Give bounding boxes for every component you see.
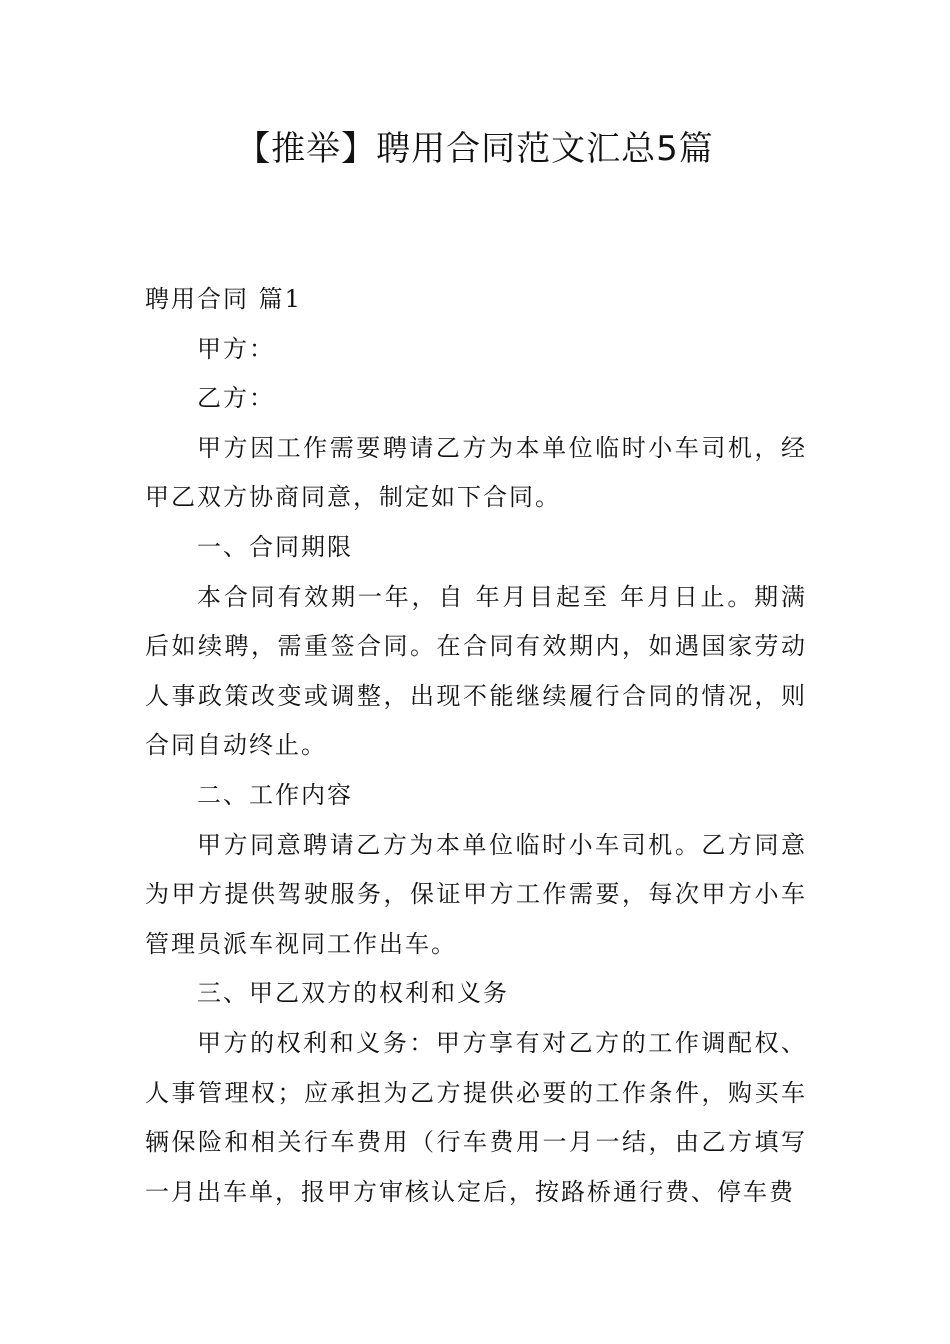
document-title: 【推举】聘用合同范文汇总5篇 — [236, 129, 714, 169]
rights-paragraph: 甲方的权利和义务：甲方享有对乙方的工作调配权、人事管理权；应承担为乙方提供必要的工作条件，购买车辆保险和相关行车费用（行车费用一月一结，由乙方填写一月出车单，报甲方审核认定后，按路桥通行费、停车费 — [145, 1028, 807, 1206]
contract-heading: 聘用合同 篇1 — [145, 285, 302, 313]
section-heading-term: 一、合同期限 — [197, 532, 353, 561]
section-heading-work: 二、工作内容 — [197, 780, 353, 809]
document-body — [145, 275, 807, 1217]
section-heading-rights: 三、甲乙双方的权利和义务 — [197, 979, 509, 1008]
party-b-line: 乙方： — [197, 384, 275, 413]
work-paragraph: 甲方同意聘请乙方为本单位临时小车司机。乙方同意为甲方提供驾驶服务，保证甲方工作需要，每次甲方小车管理员派车视同工作出车。 — [145, 830, 807, 958]
preamble-paragraph: 甲方因工作需要聘请乙方为本单位临时小车司机，经甲乙双方协商同意，制定如下合同。 — [145, 433, 807, 512]
term-paragraph: 本合同有效期一年，自 年月目起至 年月日止。期满后如续聘，需重签合同。在合同有效期内，如遇国家劳动人事政策改变或调整，出现不能继续履行合同的情况，则合同自动终止。 — [145, 582, 807, 760]
party-a-line: 甲方： — [197, 334, 275, 363]
